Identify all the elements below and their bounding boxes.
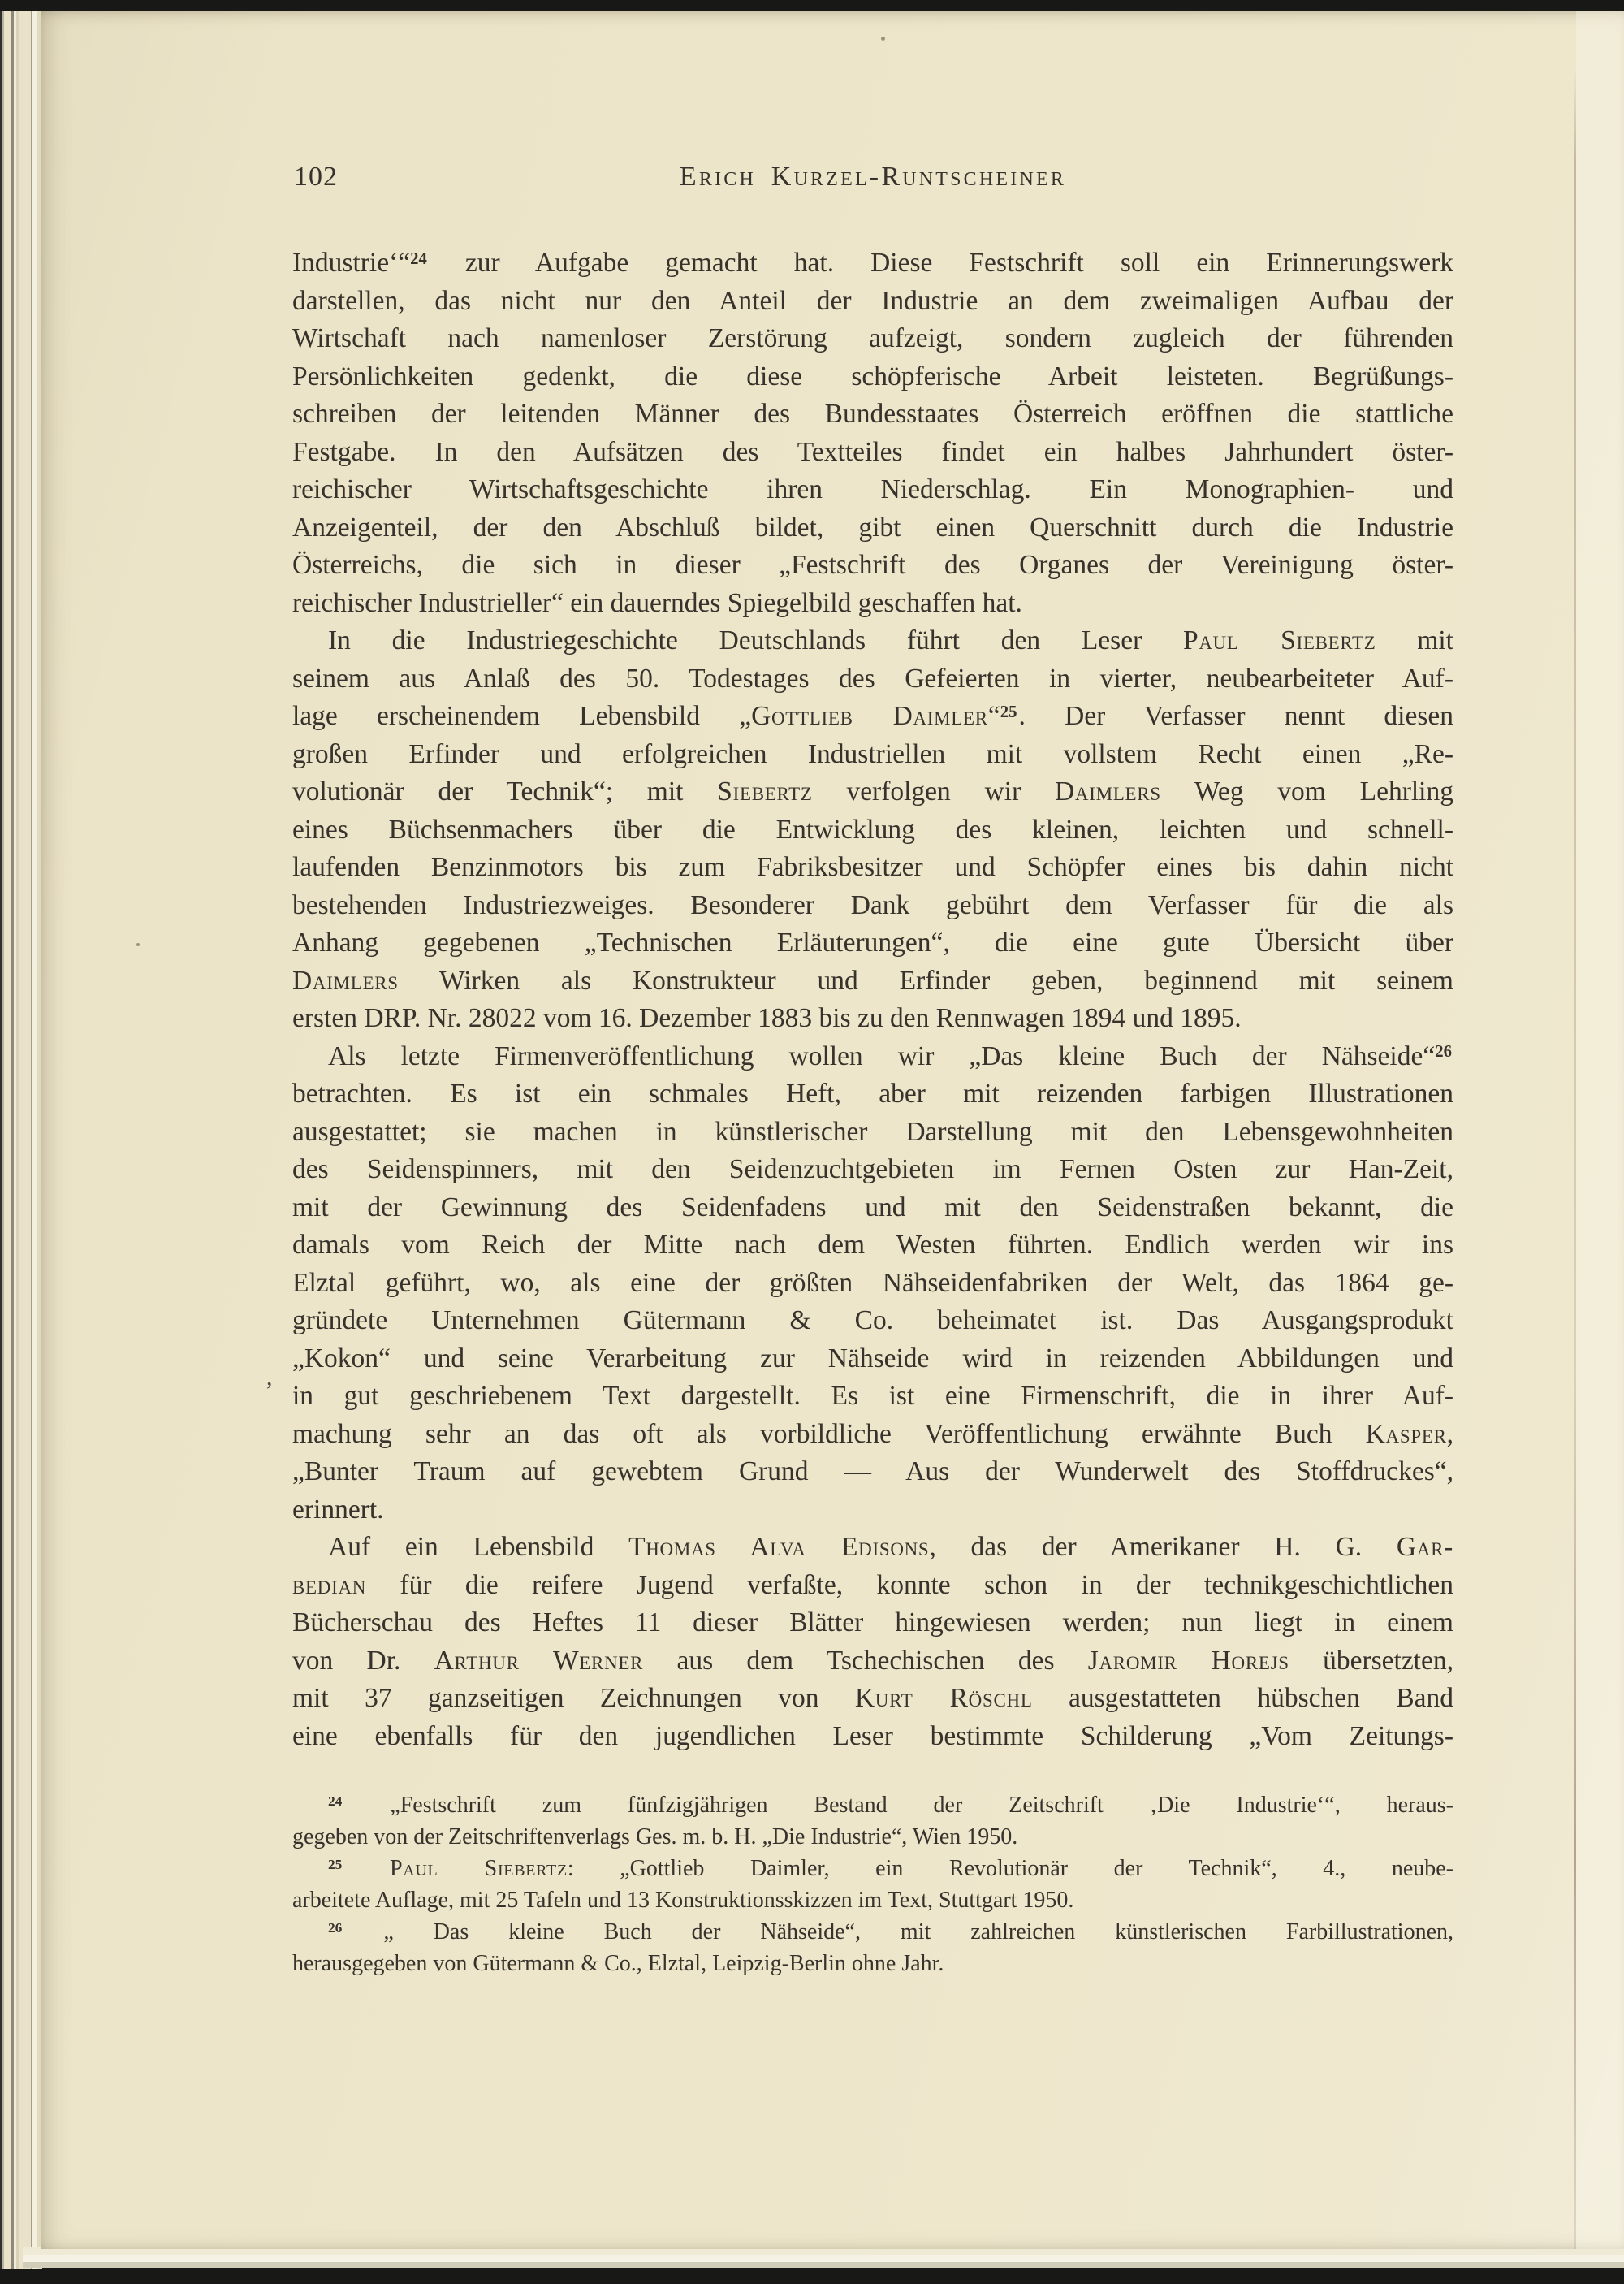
paragraph [292,1038,1453,1529]
text-line: machung sehr an das oft als vorbildliche Veröffentlichung erwähnte Buch Kasper, [292,1418,1453,1449]
footnote-reference: 26 [328,1920,343,1936]
text-line: ersten DRP. Nr. 28022 vom 16. Dezember 1883 bis zu den Rennwagen 1894 und 1895. [292,1003,1242,1033]
text-line: reichischer Wirtschaftsgeschichte ihren Niederschlag. Ein Monographien- und [292,474,1453,504]
small-caps-name: Thomas Alva Edisons [628,1532,930,1562]
text-line: gründete Unternehmen Gütermann & Co. beheimatet ist. Das Ausgangsprodukt [292,1305,1453,1335]
small-caps-name: Jaromir Horejs [1087,1645,1289,1676]
text-line: damals vom Reich der Mitte nach dem Westen führten. Endlich werden wir ins [292,1230,1453,1260]
text-line: seinem aus Anlaß des 50. Todestages des Gefeierten in vierter, neubearbeiteter Auf- [292,663,1453,694]
text-line: reichischer Industrieller“ ein dauerndes Spiegelbild geschaffen hat. [292,587,1022,618]
page-right-light-zone [1576,11,1624,2249]
text-line: bestehenden Industriezweiges. Besonderer Dank gebührt dem Verfasser für die als [292,889,1453,920]
text-line: „Kokon“ und seine Verarbeitung zur Nähseide wird in reizenden Abbildungen und [292,1343,1453,1373]
text-line: Daimlers Wirken als Konstrukteur und Erfinder geben, beginnend mit seinem [292,965,1453,996]
small-caps-name: Paul Siebertz [389,1856,568,1881]
text-line: Bücherschau des Heftes 11 dieser Blätter hingewiesen werden; nun liegt in einem [292,1607,1453,1637]
text-line: Österreichs, die sich in dieser „Festschrift des Organes der Vereinigung öster- [292,550,1453,580]
text-line: $^{26}$ „ Das kleine Buch der Nähseide“, mit zahlreichen künstlerischen Farbillustrationen, [328,1919,1453,1944]
footnote-reference: 24 [410,249,427,268]
running-header: Erich Kurzel-Runtscheiner [679,162,1067,192]
text-line: herausgegeben von Gütermann & Co., Elztal, Leipzig-Berlin ohne Jahr. [292,1951,944,1976]
book-page [41,11,1624,2249]
paper-speck [136,943,140,946]
ink-speck: , [266,1364,273,1391]
footnote-reference: 24 [328,1793,343,1810]
paragraph [292,1916,1453,1979]
text-line: $^{25}$ Paul Siebertz: „Gottlieb Daimler, ein Revolutionär der Technik“, 4., neube- [328,1856,1453,1881]
text-line: des Seidenspinners, mit den Seidenzuchtgebieten im Fernen Osten zur Han-Zeit, [292,1154,1453,1184]
text-line: mit der Gewinnung des Seidenfadens und mit den Seidenstraßen bekannt, die [292,1192,1453,1222]
footnotes [292,1789,1453,1979]
text-line: gegeben von der Zeitschriftenverlags Ges. m. b. H. „Die Industrie“, Wien 1950. [292,1824,1018,1849]
text-line: volutionär der Technik“; mit Siebertz verfolgen wir Daimlers Weg vom Lehrling [292,776,1453,807]
text-line: Festgabe. In den Aufsätzen des Textteiles findet ein halbes Jahrhundert öster- [292,436,1453,467]
footnote-reference: 25 [1000,702,1017,721]
paragraph [292,1853,1453,1916]
small-caps-name: Paul Siebertz [1182,625,1376,655]
text-line: „Bunter Traum auf gewebtem Grund — Aus der Wunderwelt des Stoffdruckes“, [292,1456,1453,1486]
paragraph [292,1789,1453,1853]
page-header-row [292,162,1453,201]
text-line: $^{24}$ „Festschrift zum fünfzigjährigen Bestand der Zeitschrift ‚Die Industrie‘“, heraus- [328,1793,1453,1818]
page-stack-edges [0,11,42,2269]
text-line: bedian für die reifere Jugend verfaßte, konnte schon in der technikgeschichtlichen [292,1569,1453,1600]
footnote-reference: 26 [1435,1042,1452,1062]
text-line: in gut geschriebenem Text dargestellt. Es ist eine Firmenschrift, die in ihrer Auf- [292,1381,1453,1411]
text-line: laufenden Benzinmotors bis zum Fabriksbesitzer und Schöpfer eines bis dahin nicht [292,852,1453,882]
paragraph [292,244,1453,622]
small-caps-name: Kasper [1365,1418,1447,1449]
text-line: Als letzte Firmenveröffentlichung wollen wir „Das kleine Buch der Nähseide“$^{26}$ [328,1040,1452,1071]
page-number: 102 [294,162,338,192]
small-caps-name: Arthur Werner [434,1645,644,1676]
small-caps-name: Kurt Röschl [854,1683,1033,1713]
text-line: Auf ein Lebensbild Thomas Alva Edisons, das der Amerikaner H. G. Gar- [328,1532,1453,1562]
small-caps-name: Gottlieb Daimler [751,701,988,731]
bottom-page-edges [23,2247,1624,2268]
text-line: mit 37 ganzseitigen Zeichnungen von Kurt Röschl ausgestatteten hübschen Band [292,1683,1454,1713]
text-line: arbeitete Auflage, mit 25 Tafeln und 13 Konstruktionsskizzen im Text, Stuttgart 1950. [292,1888,1074,1913]
text-line: von Dr. Arthur Werner aus dem Tschechischen des Jaromir Horejs übersetzten, [292,1645,1453,1676]
paragraph [292,622,1453,1038]
small-caps-name: bedian [292,1569,367,1600]
text-line: darstellen, das nicht nur den Anteil der Industrie an dem zweimaligen Aufbau der [292,285,1453,316]
text-line: Anzeigenteil, der den Abschluß bildet, gibt einen Querschnitt durch die Industrie [292,512,1453,543]
paragraph [292,1529,1453,1755]
text-line: betrachten. Es ist ein schmales Heft, aber mit reizenden farbigen Illustrationen [292,1079,1453,1109]
small-caps-name: Siebertz [717,776,813,807]
text-line: Elztal geführt, wo, als eine der größten Nähseidenfabriken der Welt, das 1864 ge- [292,1267,1453,1298]
small-caps-name: Daimlers [1055,776,1161,807]
text-line: schreiben der leitenden Männer des Bundesstaates Österreich eröffnen die stattliche [292,399,1453,429]
text-line: Industrie‘“$^{24}$ zur Aufgabe gemacht hat. Diese Festschrift soll ein Erinnerungswerk [292,248,1453,278]
text-line: In die Industriegeschichte Deutschlands führt den Leser Paul Siebertz mit [328,625,1453,655]
text-line: Anhang gegebenen „Technischen Erläuterungen“, die eine gute Übersicht über [292,928,1453,958]
text-line: lage erscheinendem Lebensbild „Gottlieb Daimler“$^{25}$. Der Verfasser nennt diesen [292,701,1453,731]
text-line: Persönlichkeiten gedenkt, die diese schöpferische Arbeit leisteten. Begrüßungs- [292,361,1453,391]
text-line: großen Erfinder und erfolgreichen Industriellen mit vollstem Recht einen „Re- [292,738,1453,769]
small-caps-name: Daimlers [292,965,399,996]
footnote-reference: 25 [328,1857,343,1873]
text-line: ausgestattet; sie machen in künstlerischer Darstellung mit den Lebensgewohnheiten [292,1116,1453,1147]
small-caps-name: Gar- [1396,1532,1453,1562]
text-line: eines Büchsenmachers über die Entwicklung des kleinen, leichten und schnell- [292,814,1453,845]
paper-speck [881,37,885,41]
body-text [292,244,1453,1755]
page-crease [1574,67,1576,2249]
text-line: eine ebenfalls für den jugendlichen Leser bestimmte Schilderung „Vom Zeitungs- [292,1720,1453,1751]
text-line: Wirtschaft nach namenloser Zerstörung aufzeigt, sondern zugleich der führenden [292,323,1453,353]
text-line: erinnert. [292,1494,384,1525]
